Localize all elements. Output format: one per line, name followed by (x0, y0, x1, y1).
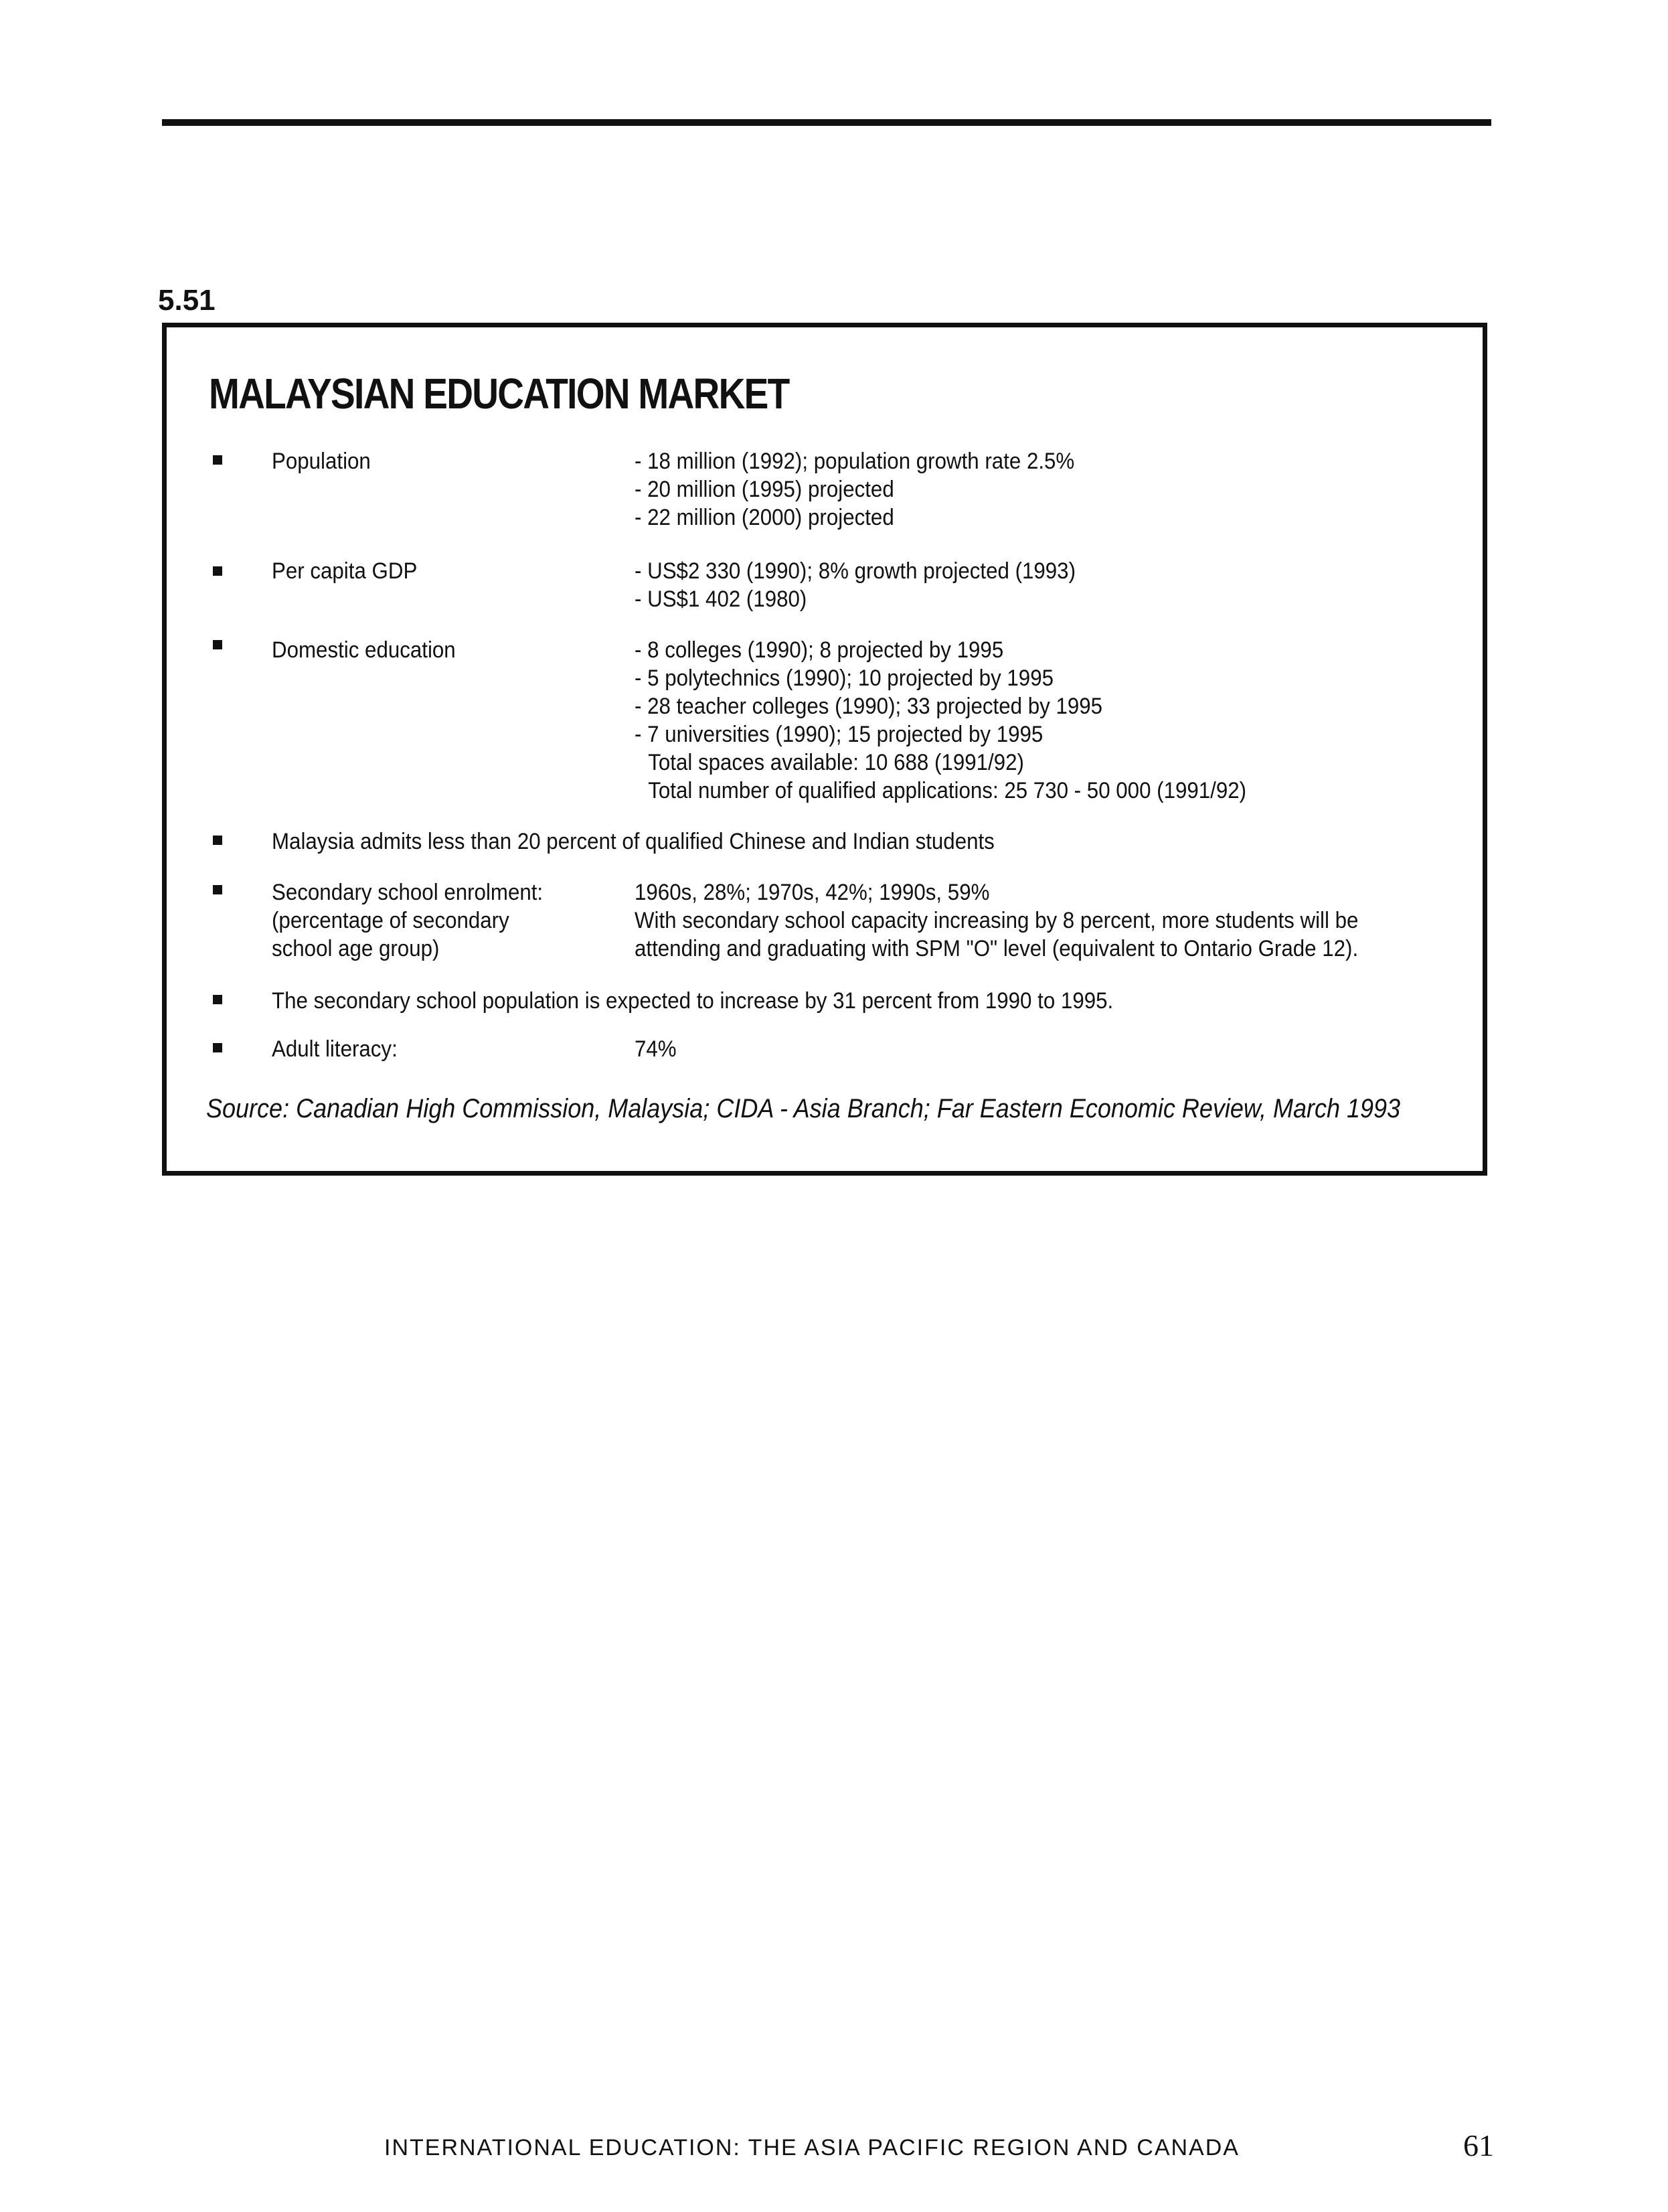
item-label-line: school age group) (272, 936, 440, 961)
item-text: The secondary school population is expected to increase by 31 percent from 1990 to 1995. (272, 988, 1114, 1014)
item-label (272, 557, 417, 585)
section-number: 5.51 (158, 284, 216, 317)
item-value-line: 1960s, 28%; 1970s, 42%; 1990s, 59% (635, 880, 990, 905)
item-value-line: - US$1 402 (1980) (635, 586, 807, 612)
item-label (272, 447, 371, 475)
item-values (635, 1035, 677, 1063)
item-value-line: attending and graduating with SPM "O" level (equivalent to Ontario Grade 12). (635, 936, 1359, 961)
item-value-line: With secondary school capacity increasing by 8 percent, more students will be (635, 908, 1359, 933)
item-value-line: - 28 teacher colleges (1990); 33 projected by 1995 (635, 694, 1103, 719)
item-values (635, 447, 1074, 532)
item-value-line: Total number of qualified applications: 25 730 - 50 000 (1991/92) (648, 778, 1247, 803)
bullet-icon (213, 836, 222, 845)
item-label-line: Adult literacy: (272, 1036, 398, 1062)
bullet-icon (213, 995, 222, 1004)
bullet-icon (213, 640, 222, 649)
item-value-line: 74% (635, 1036, 677, 1062)
item-label-line: Domestic education (272, 637, 456, 663)
item-value-line: - 20 million (1995) projected (635, 477, 894, 502)
item-label-line: Per capita GDP (272, 558, 418, 584)
item-value-line: - 7 universities (1990); 15 projected by 1995 (635, 722, 1044, 747)
item-values (635, 636, 1246, 805)
top-horizontal-rule (162, 119, 1491, 126)
item-values (635, 557, 1076, 613)
bullet-icon (213, 566, 222, 576)
item-label (272, 878, 543, 963)
bullet-icon (213, 1043, 222, 1052)
box-title: MALAYSIAN EDUCATION MARKET (209, 370, 789, 418)
item-value-line: - 22 million (2000) projected (635, 505, 894, 530)
item-label (272, 1035, 398, 1063)
item-label-line: Population (272, 449, 371, 474)
item-value-line: Total spaces available: 10 688 (1991/92) (648, 750, 1024, 775)
footer-publication-title: INTERNATIONAL EDUCATION: THE ASIA PACIFIC REGION AND CANADA (384, 2135, 1240, 2160)
bullet-icon (213, 885, 222, 894)
page-number: 61 (1463, 2128, 1494, 2162)
bullet-icon (213, 455, 222, 465)
item-label-line: Secondary school enrolment: (272, 880, 544, 905)
item-text: Malaysia admits less than 20 percent of qualified Chinese and Indian students (272, 829, 995, 854)
item-value-line: - 5 polytechnics (1990); 10 projected by 1995 (635, 665, 1054, 691)
item-label (272, 636, 456, 664)
item-label-line: (percentage of secondary (272, 908, 509, 933)
item-value-line: - 18 million (1992); population growth rate 2.5% (635, 449, 1075, 474)
item-values (635, 878, 1358, 963)
item-value-line: - 8 colleges (1990); 8 projected by 1995 (635, 637, 1004, 663)
item-value-line: - US$2 330 (1990); 8% growth projected (1993) (635, 558, 1076, 584)
source-citation: Source: Canadian High Commission, Malaysia; CIDA - Asia Branch; Far Eastern Economic Review, March 1993 (206, 1094, 1401, 1123)
